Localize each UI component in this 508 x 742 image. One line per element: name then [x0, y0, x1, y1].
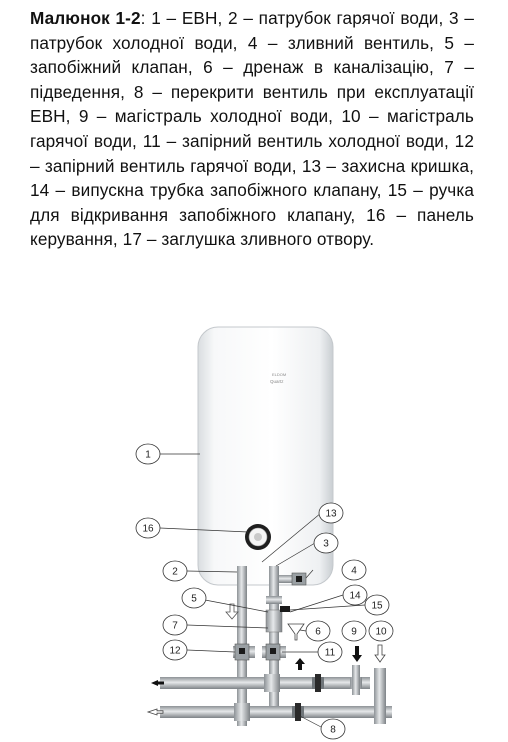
callout-8-label: 8 [330, 724, 336, 736]
arrow-up-filled-icon [295, 658, 305, 670]
control-panel [245, 524, 271, 550]
callout-7-label: 7 [172, 620, 178, 632]
valve-cold-main [312, 674, 324, 692]
callout-8 [321, 719, 345, 739]
callout-15 [365, 595, 389, 615]
callout-16 [136, 518, 160, 538]
callout-5 [182, 588, 206, 608]
callout-14 [343, 585, 367, 605]
caption-text: : 1 – ЕВН, 2 – патрубок гарячої води, 3 – патрубок холодної води, 4 – зливний вентиль, 5 – запобіжний клапан, 6 – дренаж в каналізацію, 7 – підведення, 8 – перекрити вентиль при експлуатації ЕВН, 9 – магістраль холодної води, 10 – магістраль гарячої води, 11 – запірний вентиль холодної води, 12 – запірний вентиль гарячої води, 13 – захисна кришка, 14 – випускна трубка запобіжного клапану, 15 – ручка для відкривання запобіжного клапану, 16 – панель керування, 17 – заглушка зливного отвору. [30, 8, 474, 250]
callout-10-label: 10 [375, 626, 387, 638]
callout-14-label: 14 [349, 590, 361, 602]
caption-label: Малюнок 1-2 [30, 8, 141, 28]
valve-12-hot-shutoff [235, 644, 249, 660]
callout-10 [369, 621, 393, 641]
brand-bottom-label: Quartz [270, 379, 284, 384]
callout-7 [163, 615, 187, 635]
callout-2-label: 2 [172, 566, 178, 578]
callout-4 [342, 560, 366, 580]
callout-13-label: 13 [325, 508, 337, 520]
callout-4-label: 4 [351, 565, 357, 577]
callout-2 [163, 561, 187, 581]
callout-11-label: 11 [324, 647, 336, 659]
callout-9-label: 9 [351, 626, 357, 638]
callout-15-label: 15 [371, 600, 383, 612]
arrow-down-filled-icon [352, 646, 362, 662]
drain-funnel [288, 624, 304, 640]
callout-16-label: 16 [142, 523, 154, 535]
arrow-down-outline-icon [375, 645, 385, 662]
valve-8-hot-main [292, 703, 304, 721]
callout-12-label: 12 [169, 645, 181, 657]
callout-1-label: 1 [145, 449, 151, 461]
valve-11-cold-shutoff [266, 644, 280, 660]
callout-6 [306, 621, 330, 641]
brand-top-label: ELDOM [272, 372, 287, 377]
callout-11 [318, 642, 342, 662]
callout-3-label: 3 [323, 538, 329, 550]
valve-4-drain [292, 573, 306, 585]
callout-3 [314, 533, 338, 553]
callout-9 [342, 621, 366, 641]
valve-15-handle [280, 606, 290, 612]
callout-1 [136, 444, 160, 464]
callout-13 [319, 503, 343, 523]
callout-12 [163, 640, 187, 660]
callout-6-label: 6 [315, 626, 321, 638]
callout-5-label: 5 [191, 593, 197, 605]
